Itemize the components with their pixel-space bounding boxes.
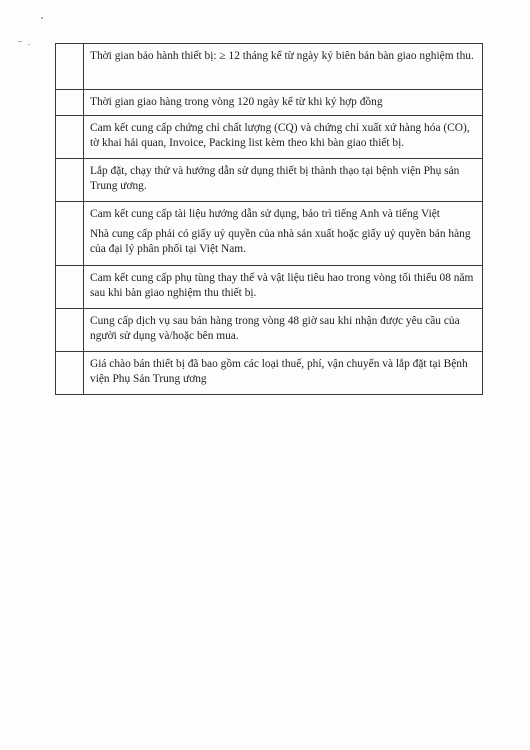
table-row <box>56 44 483 90</box>
requirement-text: Giá chào bán thiết bị đã bao gồm các loại thuế, phí, vận chuyển và lắp đặt tại Bệnh viện Phụ Sản Trung ương <box>90 358 468 385</box>
requirement-text: Lắp đặt, chạy thử và hướng dẫn sử dụng thiết bị thành thạo tại bệnh viện Phụ sản Trung ương. <box>90 165 460 192</box>
requirement-cell <box>84 159 483 202</box>
requirement-cell <box>84 90 483 116</box>
number-cell <box>56 90 84 116</box>
scan-speck <box>28 44 30 45</box>
number-cell <box>56 159 84 202</box>
table-row <box>56 352 483 395</box>
number-cell <box>56 309 84 352</box>
number-cell <box>56 266 84 309</box>
table-row <box>56 266 483 309</box>
requirement-cell <box>84 44 483 90</box>
requirement-cell <box>84 116 483 159</box>
number-cell <box>56 202 84 266</box>
requirement-text: Cam kết cung cấp chứng chỉ chất lượng (CQ) và chứng chỉ xuất xứ hàng hóa (CO), tờ khai hải quan, Invoice, Packing list kèm theo khi bàn giao thiết bị. <box>90 122 470 149</box>
table-row <box>56 202 483 266</box>
requirement-text: Cam kết cung cấp tài liệu hướng dẫn sử dụng, bảo trì tiếng Anh và tiếng Việt <box>90 208 440 220</box>
requirement-text: Nhà cung cấp phải có giấy uỷ quyền của nhà sản xuất hoặc giấy uỷ quyền bán hàng của đại lý phân phối tại Việt Nam. <box>90 228 471 255</box>
requirement-cell <box>84 352 483 395</box>
table-row <box>56 90 483 116</box>
table-row <box>56 309 483 352</box>
requirement-cell <box>84 309 483 352</box>
requirements-table <box>55 43 483 395</box>
scan-speck <box>18 41 22 42</box>
requirement-text: Cung cấp dịch vụ sau bán hàng trong vòng 48 giờ sau khi nhận được yêu cầu của người sử dụng và/hoặc bên mua. <box>90 315 460 342</box>
requirement-cell <box>84 266 483 309</box>
number-cell <box>56 116 84 159</box>
requirement-cell <box>84 202 483 266</box>
table-row <box>56 116 483 159</box>
number-cell <box>56 352 84 395</box>
requirement-text: Cam kết cung cấp phụ tùng thay thế và vật liệu tiêu hao trong vòng tối thiểu 08 năm sau khi bàn giao nghiệm thu thiết bị. <box>90 272 474 299</box>
table-row <box>56 159 483 202</box>
requirement-text: Thời gian bảo hành thiết bị: ≥ 12 tháng kể từ ngày ký biên bản bàn giao nghiệm thu. <box>90 50 474 62</box>
requirement-text: Thời gian giao hàng trong vòng 120 ngày kể từ khi ký hợp đồng <box>90 96 383 108</box>
scan-speck <box>41 17 43 19</box>
number-cell <box>56 44 84 90</box>
